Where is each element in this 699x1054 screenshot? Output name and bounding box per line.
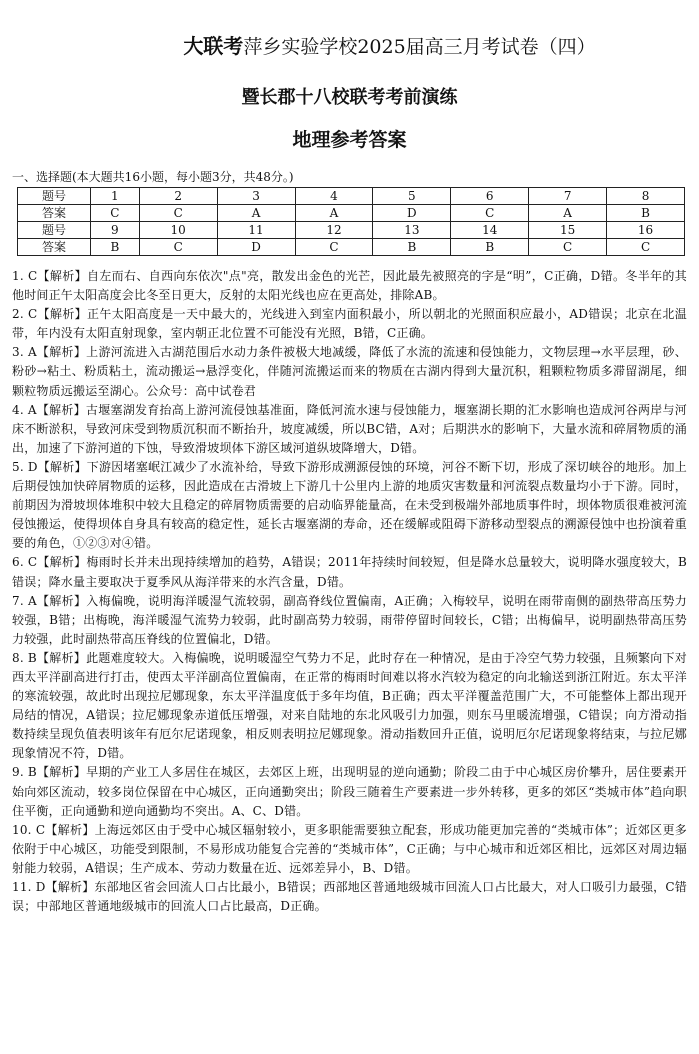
explanation-paragraph: 5. D【解析】下游因堵塞岷江减少了水流补给，导致下游形成溯源侵蚀的环境，河谷不断下切，形成了深切峡谷的地形。加上后期侵蚀加快碎屑物质的运移，因此造成在古滑坡上下游几十公里内上游的地质灾害数量和河流裂点数量均小于下游。同时，前期因为滑坡坝体堆积中较大且稳定的碎屑物质需要的启动临界能量高，在未受到极端外部地质事件时，坝体物质很难被河流侵蚀搬运，使得坝体自身具有较高的稳定性，延长古堰塞湖的寿命，还在缓解或阻碍下游移动型裂点的溯源侵蚀中也扮演着重要的角色，①②③对④错。 [12,459,687,551]
brand-name: 大联考 [183,34,244,58]
answer-cell: A [217,205,295,222]
question-number: 12 [295,222,373,239]
explanation-paragraph: 2. C【解析】正午太阳高度是一天中最大的，光线进入到室内面积最小，所以朝北的光照面积应最小，AD错误；北京在北温带，年内没有太阳直射现象，室内朝正北位置不可能没有光照，B错，C正确。 [12,307,687,341]
question-number: 15 [529,222,607,239]
explanation-paragraph: 7. A【解析】入梅偏晚，说明海洋暖湿气流较弱，副高脊线位置偏南，A正确；入梅较早，说明在雨带南侧的副热带高压势力较强，B错；出梅晚，海洋暖湿气流势力较弱，此时副高势力较弱，雨带停留时间较长，C错；出梅偏早，说明副热带高压势力较强，此时副热带高压脊线的位置偏北，D错。 [12,593,687,646]
explanation-paragraph: 10. C【解析】上海远郊区由于受中心城区辐射较小，更多职能需要独立配套，形成功能更加完善的“类城市体”；近郊区更多依附于中心城区，功能受到限制，不易形成功能复合完善的“类城市体”，C正确；与中心城市和近郊区相比，远郊区对周边辐射能力较弱，A错误；生产成本、劳动力数量在近、远郊差异小，B、D错。 [12,822,687,875]
table-row-answers-2 [18,239,685,256]
question-number: 1 [91,188,140,205]
row-label-answer: 答案 [18,205,91,222]
answer-cell: D [373,205,451,222]
question-number: 6 [451,188,529,205]
explanations [12,267,687,916]
answer-table [17,187,685,256]
question-number: 2 [139,188,217,205]
explanation-paragraph: 8. B【解析】此题难度较大。入梅偏晚，说明暖湿空气势力不足，此时存在一种情况，是由于冷空气势力较强，且频繁向下对西太平洋副高进行打击，使西太平洋副高位置偏南，在正常的梅雨时间难以将水汽较为稳定的向北输送到浙江附近。东太平洋的寒流较强，故此时出现拉尼娜现象，东太平洋温度低于多年均值，B正确；西太平洋覆盖范围广大，不可能整体上都出现开局结的情况，A错误；拉尼娜现象赤道低压增强，对来自陆地的东北风吸引力加强，则东马里暖流增强，C错误；向方滑动指数持续呈现负值表明该年有厄尔尼诺现象，相反则表明拉尼娜现象。滑动指数回升正值，说明厄尔尼诺现象将结束，与拉尼娜现象情况不符，D错。 [12,650,687,761]
document-title: 地理参考答案 [292,129,407,151]
answer-cell: A [529,205,607,222]
explanation-paragraph: 11. D【解析】东部地区省会回流人口占比最小，B错误；西部地区普通地级城市回流人口占比最大，对人口吸引力最强，C错误；中部地区普通地级城市的回流人口占比最高，D正确。 [12,880,687,914]
question-number: 10 [139,222,217,239]
answer-cell: C [139,239,217,256]
table-row-questions-1 [18,188,685,205]
row-label-answer: 答案 [18,239,91,256]
question-number: 13 [373,222,451,239]
question-number: 5 [373,188,451,205]
explanation-paragraph: 9. B【解析】早期的产业工人多居住在城区，去郊区上班，出现明显的逆向通勤；阶段二由于中心城区房价攀升，居住要素开始向郊区流动，较多岗位保留在中心城区，正向通勤突出；阶段三随着生产要素进一步外转移，更多的郊区“类城市体”趋向职住平衡，正向通勤和逆向通勤均不突出。A、C、D错。 [12,765,687,818]
question-number: 11 [217,222,295,239]
explanation-paragraph: 1. C【解析】自左而右、自西向东依次"点"亮，散发出金色的光芒，因此最先被照亮的字是“明”，C正确，D错。冬半年的其他时间正午太阳高度会比冬至日更大，反射的太阳光线也应在更高处，排除AB。 [12,269,687,303]
explanation-paragraph: 6. C【解析】梅雨时长并未出现持续增加的趋势，A错误；2011年持续时间较短，但是降水总量较大，说明降水强度较大，B错误；降水量主要取决于夏季风从海洋带来的水汽含量，D错。 [12,555,687,589]
section-heading: 一、选择题(本大题共16小题，每小题3分，共48分。) [12,170,294,184]
answer-cell: C [451,205,529,222]
answer-cell: B [451,239,529,256]
table-row-questions-2 [18,222,685,239]
answer-cell: B [607,205,685,222]
answer-cell: A [295,205,373,222]
explanation-paragraph: 4. A【解析】古堰塞湖发育抬高上游河流侵蚀基准面，降低河流水速与侵蚀能力，堰塞湖长期的汇水影响也造成河谷两岸与河床不断淤积，导致河床受到物质沉积而不断抬升，坡度减缓，所以BC错，A对；后期洪水的影响下，大量水流和碎屑物质的涌出，加速了下游河道的下蚀，导致滑坡坝体下游区域河道纵坡降增大，D错。 [12,402,687,455]
exam-name: 萍乡实验学校2025届高三月考试卷（四） [243,36,596,58]
answer-cell: C [529,239,607,256]
table-row-answers-1 [18,205,685,222]
answer-cell: B [91,239,140,256]
question-number: 14 [451,222,529,239]
answer-cell: C [295,239,373,256]
exam-subtitle: 暨长郡十八校联考考前演练 [241,87,458,108]
question-number: 7 [529,188,607,205]
question-number: 16 [607,222,685,239]
answer-cell: C [91,205,140,222]
exam-title [0,34,699,59]
answer-cell: C [139,205,217,222]
question-number: 8 [607,188,685,205]
question-number: 9 [91,222,140,239]
answer-cell: B [373,239,451,256]
question-number: 3 [217,188,295,205]
row-label-question: 题号 [18,222,91,239]
explanation-paragraph: 3. A【解析】上游河流进入古湖范围后水动力条件被极大地减缓，降低了水流的流速和侵蚀能力，文物层理→水平层理，砂、粉砂→粘土、粉质粘土，流动搬运→悬浮变化，伴随河流搬运而来的物质在古湖内得到大量沉积，粗颗粒物质多滞留湖尾，细颗粒物质远搬运至湖心。公众号：高中试卷君 [12,345,687,398]
row-label-question: 题号 [18,188,91,205]
answer-cell: C [607,239,685,256]
question-number: 4 [295,188,373,205]
answer-cell: D [217,239,295,256]
